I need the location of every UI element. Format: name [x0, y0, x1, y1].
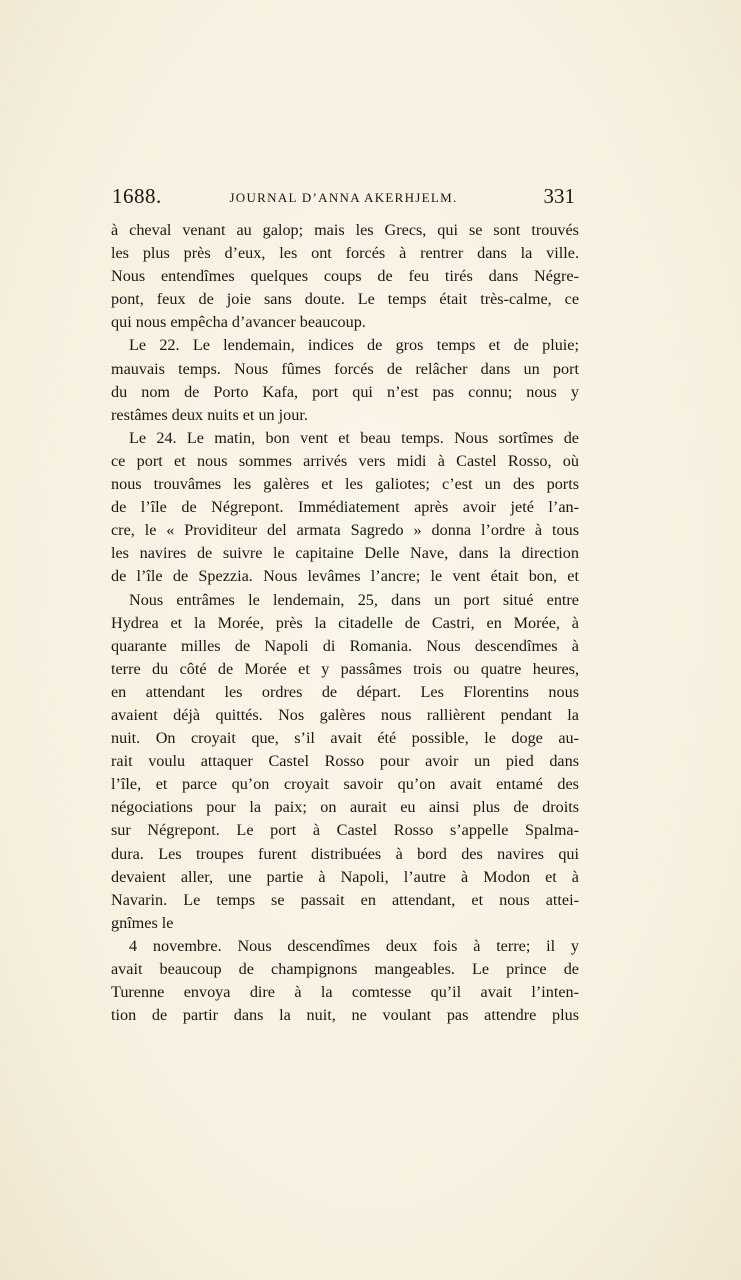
text-line: négociations pour la paix; on aurait eu ainsi plus de droits	[111, 798, 579, 817]
text-line: rait voulu attaquer Castel Rosso pour avoir un pied dans	[111, 752, 579, 771]
text-line: dura. Les troupes furent distribuées à bord des navires qui	[111, 844, 579, 863]
page-number: 331	[543, 184, 575, 208]
text-line: à cheval venant au galop; mais les Grecs, qui se sont trouvés	[111, 221, 579, 239]
text-line: Turenne envoya dire à la comtesse qu’il avait l’inten-	[111, 983, 579, 1002]
text-line: terre du côté de Morée et y passâmes trois ou quatre heures,	[111, 659, 579, 678]
text-line: Hydrea et la Morée, près la citadelle de Castri, en Morée, à	[111, 613, 579, 632]
text-line: ce port et nous sommes arrivés vers midi à Castel Rosso, où	[111, 451, 579, 470]
text-line: de l’île de Négrepont. Immédiatement après avoir jeté l’an-	[111, 498, 579, 517]
text-line: de l’île de Spezzia. Nous levâmes l’ancre; le vent était bon, et	[111, 567, 579, 586]
text-line: restâmes deux nuits et un jour.	[111, 405, 308, 424]
text-line: qui nous empêcha d’avancer beaucoup.	[111, 313, 366, 332]
text-line: 4 novembre. Nous descendîmes deux fois à terre; il y	[129, 936, 579, 955]
running-header	[112, 184, 575, 214]
text-line: Le 22. Le lendemain, indices de gros temps et de pluie;	[129, 336, 579, 355]
body-text	[111, 219, 579, 1027]
text-line: Navarin. Le temps se passait en attendant, et nous attei-	[111, 890, 579, 909]
text-line: devaient aller, une partie à Napoli, l’autre à Modon et à	[111, 867, 579, 886]
text-line: gnîmes le	[111, 913, 174, 932]
text-line: nous trouvâmes les galères et les galiotes; c’est un des ports	[111, 475, 579, 494]
text-line: Nous entrâmes le lendemain, 25, dans un port situé entre	[129, 590, 579, 609]
text-line: Nous entendîmes quelques coups de feu tirés dans Négre-	[111, 267, 579, 286]
text-line: mauvais temps. Nous fûmes forcés de relâcher dans un port	[111, 359, 579, 378]
text-line: pont, feux de joie sans doute. Le temps était très-calme, ce	[111, 290, 579, 309]
text-line: les plus près d’eux, les ont forcés à rentrer dans la ville.	[111, 244, 579, 263]
text-line: l’île, et parce qu’on croyait savoir qu’on avait entamé des	[111, 775, 579, 794]
text-line: tion de partir dans la nuit, ne voulant pas attendre plus	[111, 1006, 579, 1025]
text-line: en attendant les ordres de départ. Les Florentins nous	[111, 682, 579, 701]
text-line: avait beaucoup de champignons mangeables. Le prince de	[111, 960, 579, 978]
text-line: avaient déjà quittés. Nos galères nous rallièrent pendant la	[111, 705, 579, 724]
text-line: quarante milles de Napoli di Romania. Nous descendîmes à	[111, 636, 579, 655]
running-title: JOURNAL D’ANNA AKERHJELM.	[229, 190, 458, 205]
text-line: sur Négrepont. Le port à Castel Rosso s’appelle Spalma-	[111, 821, 579, 840]
text-line: du nom de Porto Kafa, port qui n’est pas connu; nous y	[111, 382, 579, 401]
text-line: Le 24. Le matin, bon vent et beau temps. Nous sortîmes de	[129, 428, 579, 447]
header-year: 1688.	[112, 184, 162, 208]
text-line: cre, le « Providiteur del armata Sagredo » donna l’ordre à tous	[111, 521, 579, 540]
text-line: les navires de suivre le capitaine Delle Nave, dans la direction	[111, 544, 579, 563]
text-line: nuit. On croyait que, s’il avait été possible, le doge au-	[111, 729, 579, 748]
